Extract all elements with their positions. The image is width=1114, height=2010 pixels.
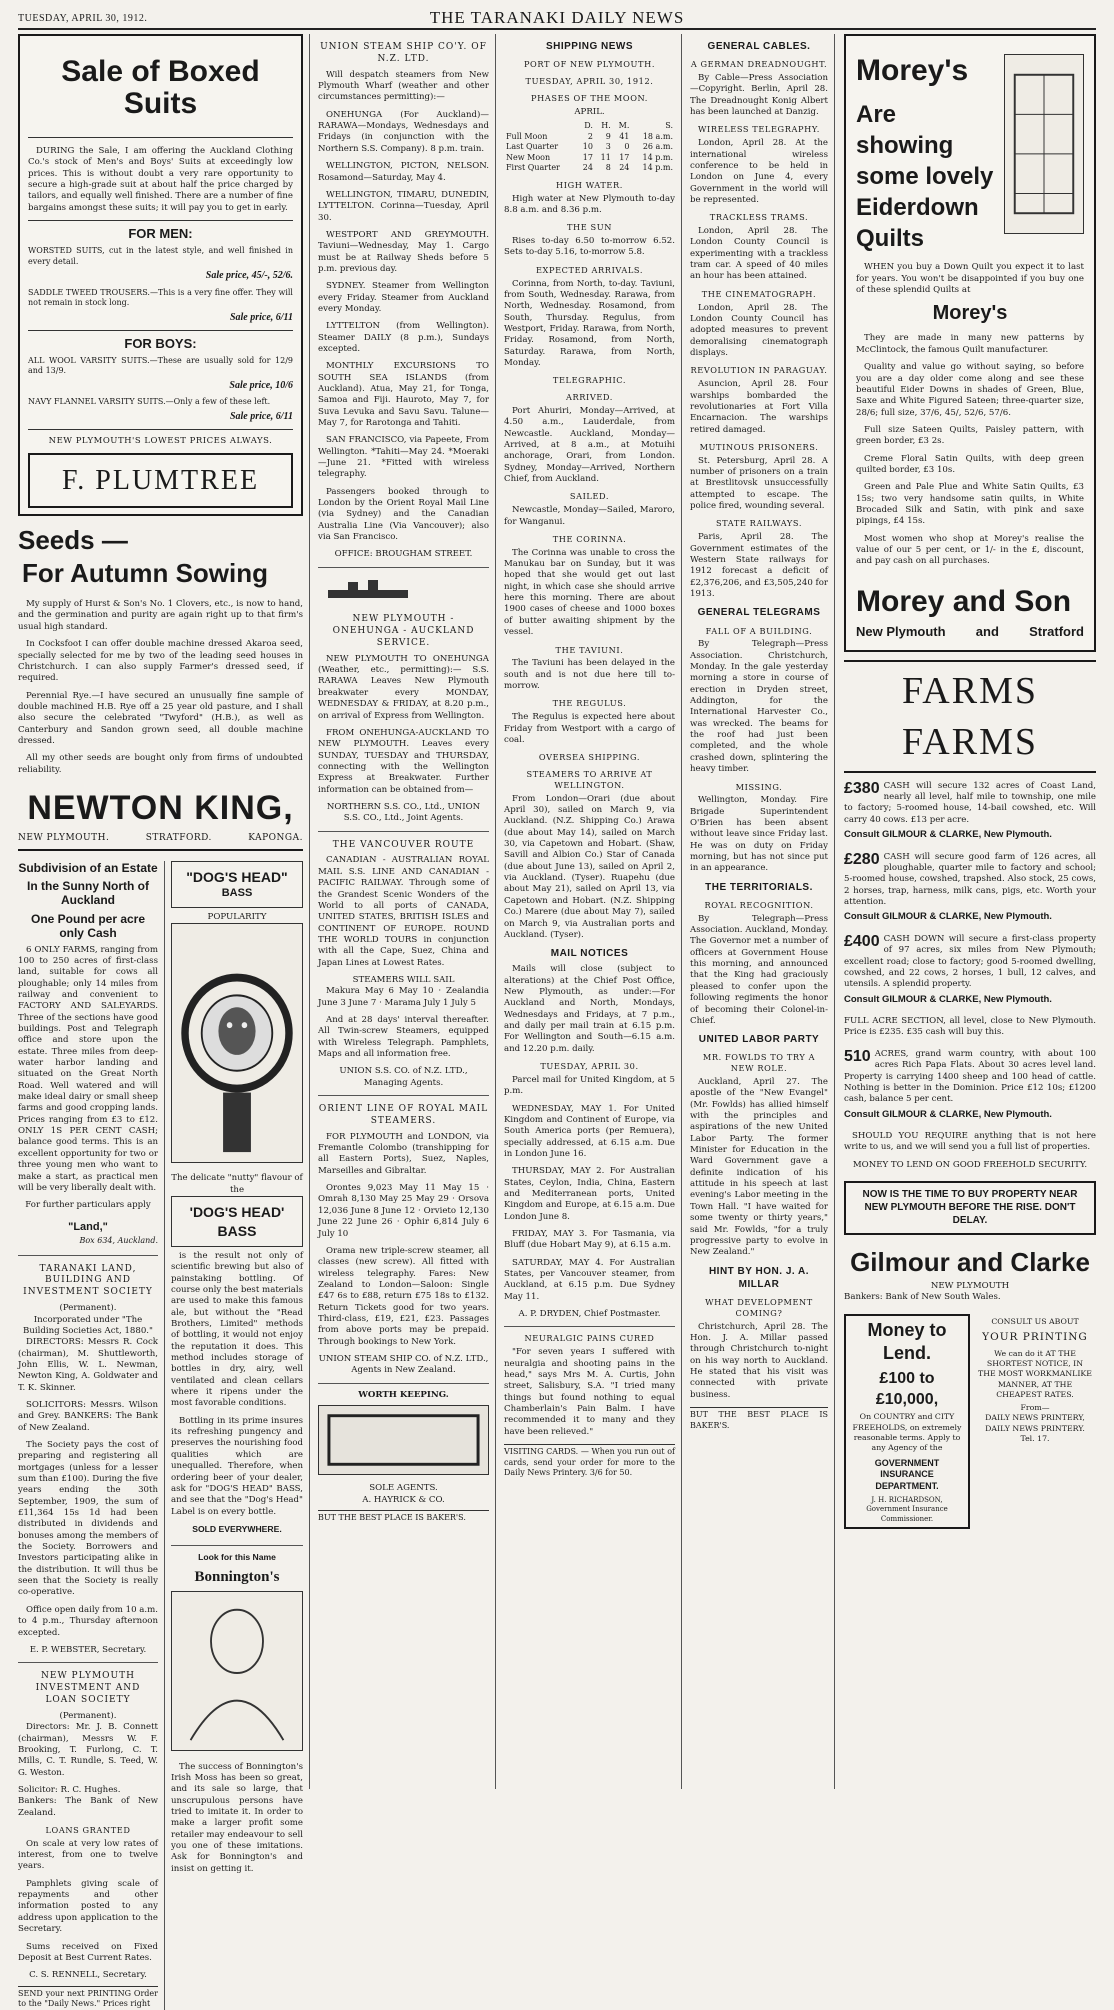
general-telegrams-heading: GENERAL TELEGRAMS xyxy=(697,607,821,619)
arrived-body: Port Ahuriri, Monday—Arrived, at 4.50 a.m., Lauderdale, from Newcastle. Auckland, Monday—Arrived, at 8 a.m., at Motuihi anchorage, Orari, from London. Sydney, Monday—Arrived, Northern Chief, from Auckland. xyxy=(504,406,675,485)
orient-heading: ORIENT LINE OF ROYAL MAIL STEAMERS. xyxy=(318,1104,489,1126)
moon-cell: 41 xyxy=(619,131,630,141)
trams-heading: TRACKLESS TRAMS. xyxy=(709,212,809,223)
oversea-body: From London—Orari (due about April 30), sailed on March 9, via Auckland. (N.Z. Shipping Co.) Arawa (due about May 14), sailed on March 30, via Capetown and Hobart. (Shaw, Savill and Albion Co.) Star of Canada (due about June 13), sailed on April 2, via Auckland. (Tyser). Ruapehu (due about May 21), sailed on April 13, via Capetown and Hobart. (N.Z. Shipping Co.) Marere (due about May 7), sailed on March 9, via Australian ports and Auckland. (Tyser). xyxy=(504,793,675,940)
plumtree-price-3: Sale price, 10/6 xyxy=(229,380,293,392)
morey-header xyxy=(856,54,1084,254)
np-service-body-2: FROM ONEHUNGA-AUCKLAND TO NEW PLYMOUTH. Leaves every SUNDAY, TUESDAY and THURSDAY, connecting with the Wellington Express at Breakwater. Further information can be obtained from— xyxy=(318,727,489,795)
morey-headline-4: Quilts xyxy=(856,225,925,253)
steamship-icon xyxy=(318,574,489,602)
taviuni-body: The Taviuni has been delayed in the south and is not due here till to-morrow. xyxy=(504,658,675,692)
moon-cell: M. xyxy=(618,121,630,131)
camro-firm: A. HAYRICK & CO. xyxy=(362,1494,445,1505)
high-water-heading: HIGH WATER. xyxy=(556,179,623,190)
bonnington-body: The success of Bonnington's Irish Moss has been so great, and its sale so large, that unscrupulous persons have tried to imitate it. In order to make a larger profit some retailer may endeavour to sell you one of these imitations. Ask for Bonnington's and insist on getting it. xyxy=(171,1761,303,1874)
dogshead-sold: SOLD EVERYWHERE. xyxy=(192,1523,282,1534)
moon-cell: 10 xyxy=(582,142,593,152)
farms-title: FARMS FARMS xyxy=(844,660,1096,772)
divider xyxy=(504,1326,675,1327)
dogshead-title xyxy=(171,861,303,908)
gilmour-clarke: Gilmour and Clarke xyxy=(850,1246,1090,1277)
loans-granted-heading: LOANS GRANTED xyxy=(45,1824,131,1835)
dogshead-ad xyxy=(164,861,303,2010)
subdivision-heading-2: In the Sunny North of Auckland xyxy=(27,879,149,908)
regulus-heading: THE REGULUS. xyxy=(552,698,627,709)
usscol-service-3: WELLINGTON, TIMARU, DUNEDIN, LYTTELTON. Corinna—Tuesday, April 30. xyxy=(318,189,489,223)
columns xyxy=(18,34,1096,2009)
printing-name-1: DAILY NEWS PRINTERY, xyxy=(985,1413,1085,1423)
sailed-body: Newcastle, Monday—Sailed, Maroro, for Wanganui. xyxy=(504,505,675,527)
corinna-body: The Corinna was unable to cross the Manukau bar on Sunday, but it was hoped that she would get out last night, in which case she should arrive here this morning. There are about 1900 cases of cheese and 1000 boxes of butter awaiting shipment by the vessel. xyxy=(504,547,675,638)
seeds-title: Seeds — For Autumn Sowing xyxy=(18,524,303,589)
subdivision-heading-3: One Pound per acre only Cash xyxy=(30,911,146,941)
mail-date: TUESDAY, APRIL 30. xyxy=(540,1061,639,1072)
vancouver-body: CANADIAN - AUSTRALIAN ROYAL MAIL S.S. LINE AND CANADIAN - PACIFIC RAILWAY. Through some of the Grandest Scenic Wonders of the World to all ports of CANADA, UNITED STATES, BRITISH ISLES and CONTINENT OF EUROPE. ROUND THE WORLD TOURS in conjunction with all the Cape, Suez, China and Japan Lines at Lowest Rates. xyxy=(318,855,489,968)
royal-heading: ROYAL RECOGNITION. xyxy=(704,899,814,910)
wireless-body: London, April 28. At the international wireless conference to be held in London on June 4, every Government in the world will be represented. xyxy=(690,138,828,205)
missing-heading: MISSING. xyxy=(735,781,783,792)
newton-towns xyxy=(18,833,303,851)
building-society-sub: (Permanent). xyxy=(59,1303,117,1314)
plumtree-item-2: SADDLE TWEED TROUSERS.—This is a very fine offer. They will not remain in stock long. xyxy=(28,287,293,308)
subdivision-box: Box 634, Auckland. xyxy=(79,1236,158,1246)
divider xyxy=(318,1095,489,1096)
morey-and: and xyxy=(975,624,999,640)
column-5 xyxy=(844,34,1096,1789)
plumtree-title: Sale of Boxed Suits xyxy=(28,42,293,138)
farm-1-price: £380 xyxy=(844,779,880,797)
mail-5: FRIDAY, MAY 3. For Tasmania, via Bluff (due Hobart May 9), at 6.15 a.m. xyxy=(504,1229,675,1251)
np-service-heading: NEW PLYMOUTH - ONEHUNGA - AUCKLAND SERVICE. xyxy=(332,614,475,648)
morey-p1: WHEN you buy a Down Quilt you expect it to last for years. You won't be disappointed if you buy one of these splendid Quilts at xyxy=(856,262,1084,296)
moon-cell: 26 a.m. xyxy=(642,142,673,152)
mail-4: THURSDAY, MAY 2. For Australian States, Ceylon, India, China, Eastern and Mediterranean ports, United Kingdom and Europe, at 6.15 a.m. Due London June 8. xyxy=(504,1166,675,1222)
high-water-body: High water at New Plymouth to-day 8.8 a.m. and 8.36 p.m. xyxy=(504,193,675,215)
moon-cell: 24 xyxy=(619,163,630,173)
port-heading: PORT OF NEW PLYMOUTH. xyxy=(523,59,656,70)
money-sig: J. H. RICHARDSON, Government Insurance Commissioner. xyxy=(866,1496,948,1523)
seeds-p1: My supply of Hurst & Son's No. 1 Clovers, etc., is now to hand, and the germination and purity are again right up to that firm's usual high standard. xyxy=(18,599,303,632)
morey-town-2: Stratford xyxy=(1029,624,1084,640)
prisoners-body: St. Petersburg, April 28. A number of prisoners on a train at Brestlitovsk unsuccessfully attempted to escape. The police fired, wounding several. xyxy=(690,455,828,512)
morey-heading-block xyxy=(856,54,998,254)
dogshead-body: is the result not only of scientific brewing but also of painstaking bottling. Of course only the best materials are used to make this famous ale, but without the "Read Brothers, Limited" methods of bottling, it would not enjoy the reputation it does. This method includes storage of bottles in dry, airy, well ventilated and clean cellars where it ripens under the most favorable conditions. xyxy=(171,1250,303,1409)
orient-agents: UNION STEAM SHIP CO. of N.Z. LTD., Agents in New Zealand. xyxy=(318,1353,489,1376)
farms-should: SHOULD YOU REQUIRE anything that is not here write to us, and we will send you a full list of properties. xyxy=(844,1131,1096,1153)
bonnington-look: Look for this Name xyxy=(198,1552,276,1563)
printing-title: YOUR PRINTING xyxy=(982,1330,1088,1343)
plumtree-name: F. PLUMTREE xyxy=(28,453,293,508)
shipping-news-heading: SHIPPING NEWS xyxy=(545,41,634,52)
bakers-strip-2: BUT THE BEST PLACE IS BAKER'S. xyxy=(690,1407,828,1431)
usscol-service-5: SYDNEY. Steamer from Wellington every Friday. Steamer from Auckland every Monday. xyxy=(318,281,489,314)
column-4 xyxy=(690,34,835,1789)
building-society-office: Office open daily from 10 a.m. to 4 p.m., Thursday afternoon excepted. xyxy=(18,1604,159,1638)
farm-1-body: CASH will secure 132 acres of Coast Land, nearly all level, half mile to township, one mile to factory; 5-roomed house, 14-bail cowshed, etc. Will carry 40 cows. £13 per acre. xyxy=(844,780,1096,825)
building-society-secretary: E. P. WEBSTER, Secretary. xyxy=(29,1644,147,1655)
morey-headline-1: Are showing xyxy=(856,100,954,159)
neuralgic-body: "For seven years I suffered with neuralgia and shooting pains in the head," says Mrs M. A. Curtis, John street, Salisbury, S.A. "I tried many things but found nothing to equal Chamberlain's Pain Balm. I have recommended it to many and they have been relieved." xyxy=(504,1347,675,1437)
oversea-sub: STEAMERS TO ARRIVE AT WELLINGTON. xyxy=(526,769,653,790)
seeds-p3: Perennial Rye.—I have secured an unusually fine sample of double machined H.B. Rye off a 25 year old pasture, and I shall also secure the celebrated "Twyford" (H.B.), as well as Canterbury and Sandon grown seed, all double machine dressed. xyxy=(18,690,303,746)
moon-cell: 24 xyxy=(582,163,593,173)
printing-body: We can do it AT THE SHORTEST NOTICE, IN THE MOST WORKMANLIKE MANNER, AT THE CHEAPEST RATES. xyxy=(978,1348,1092,1399)
seeds-title-line-1: Seeds xyxy=(18,525,95,556)
farm-5-consult: Consult GILMOUR & CLARKE, New Plymouth. xyxy=(844,1108,1052,1120)
moon-cell: 2 xyxy=(587,131,593,141)
moon-table xyxy=(504,121,675,174)
building-society-heading: TARANAKI LAND, BUILDING AND INVESTMENT SOCIETY xyxy=(23,1263,153,1298)
bottom-ads xyxy=(844,1314,1096,1529)
divider xyxy=(318,831,489,832)
farm-2-price: £280 xyxy=(844,850,880,868)
moon-cell: 9 xyxy=(605,131,611,141)
moon-cell: 3 xyxy=(605,142,611,152)
dogshead-popularity: POPULARITY xyxy=(207,911,267,922)
printing-tel: Tel. 17. xyxy=(1020,1434,1050,1444)
printing-order-strip: SEND your next PRINTING Order to the "Daily News." Prices right xyxy=(18,1986,158,2010)
plumtree-price-4: Sale price, 6/11 xyxy=(229,410,293,422)
moon-row xyxy=(504,153,675,164)
farm-item-2 xyxy=(844,852,1096,924)
expected-heading: EXPECTED ARRIVALS. xyxy=(535,264,644,275)
divider xyxy=(171,1545,303,1546)
morey-p7: Most women who shop at Morey's realise the value of our 5 per cent, or 1/- in the £, discount, and pay cash on all purchases. xyxy=(856,533,1084,567)
cinematograph-body: London, April 28. The London County Council has adopted measures to prevent demoralising cinematograph displays. xyxy=(690,302,828,359)
moon-cell: New Moon xyxy=(506,152,551,162)
orient-more: Orama new triple-screw steamer, all classes (new screw). All fitted with wireless telegraphy. Fares: New Zealand to London—Saloon: Single £47 6s to £88, return £75 18s to £132. Return Tickets good for two years. Third-class, £19, £21, £23. Passages from above ports may be prepaid. Through bookings to New York. xyxy=(318,1245,489,1347)
royal-body: By Telegraph—Press Association. Auckland, Monday. The Governor met a number of officers at Government House this morning, and announced that the King had graciously pleased to confer upon the following regiments the honor of becoming their Colonel-in-Chief. xyxy=(690,913,828,1026)
moon-row xyxy=(504,121,675,132)
morey-p2: They are made in many new patterns by McClintock, the famous Quilt manufacturer. xyxy=(856,333,1084,355)
column-1-lower xyxy=(18,861,303,2010)
moon-row xyxy=(504,163,675,174)
building-society-inc: Incorporated under "The Building Societies Act, 1880." xyxy=(23,1314,153,1336)
millar-sub: WHAT DEVELOPMENT COMING? xyxy=(705,1296,813,1318)
mail-3: WEDNESDAY, MAY 1. For United Kingdom and Continent of Europe, via South America ports (per Remuera), specially addressed, at 6.15 a.m. Due in London June 16. xyxy=(504,1103,675,1160)
morey-ad xyxy=(844,34,1096,652)
vancouver-more: And at 28 days' interval thereafter. All Twin-screw Steamers, equipped with Wireless Telegraph. Pamphlets, Maps and all information free. xyxy=(318,1014,489,1059)
moon-cell: S. xyxy=(665,121,673,131)
vancouver-ships: Makura May 6 May 10 · Zealandia June 3 June 7 · Marama July 1 July 5 xyxy=(318,986,489,1008)
column-2 xyxy=(318,34,496,1789)
territorials-heading: THE TERRITORIALS. xyxy=(705,881,813,893)
trams-body: London, April 28. The London County Council is experimenting with a trackless tram car. A speed of 40 miles an hour has been attained. xyxy=(690,226,828,282)
building-society-directors: DIRECTORS: Messrs R. Cock (chairman), M. Shuttleworth, John Ellis, W. L. Newman, Newton King, A. Goldwater and T. K. Skinner. xyxy=(18,1337,158,1393)
morey-and-son: Morey and Son xyxy=(856,584,1072,618)
subdivision-further: For further particulars apply xyxy=(25,1200,151,1211)
farm-4-body: FULL ACRE SECTION, all level, close to New Plymouth. Price is £235. £35 cash will buy this. xyxy=(844,1016,1096,1038)
morey-headline xyxy=(856,99,998,255)
farm-item-3 xyxy=(844,934,1096,1006)
building-society-solicitors: SOLICITORS: Messrs. Wilson and Grey. BANKERS: The Bank of New Zealand. xyxy=(18,1399,158,1433)
sun-body: Rises to-day 6.50 to-morrow 6.52. Sets to-day 5.16, to-morrow 5.8. xyxy=(504,236,675,258)
dogshead-bass: BASS xyxy=(221,887,253,900)
building-fall-heading: FALL OF A BUILDING. xyxy=(705,625,813,636)
mail-signature: A. P. DRYDEN, Chief Postmaster. xyxy=(518,1309,661,1320)
morey-headline-2: some lovely xyxy=(856,162,994,190)
vancouver-sail-heading: STEAMERS WILL SAIL xyxy=(352,974,455,985)
dogshead-bottle-emblem-icon xyxy=(171,923,303,1163)
farm-2-consult: Consult GILMOUR & CLARKE, New Plymouth. xyxy=(844,911,1052,923)
for-boys-heading: FOR BOYS: xyxy=(28,330,293,352)
labor-party-sub: MR. FOWLDS TO TRY A NEW ROLE. xyxy=(702,1052,816,1074)
usscol-body: Will despatch steamers from New Plymouth Wharf (weather and other circumstances permitting):— xyxy=(318,69,489,103)
morey-headline-3: Eiderdown xyxy=(856,194,979,222)
general-cables-heading: GENERAL CABLES. xyxy=(707,41,811,52)
subdivision-heading-1: Subdivision of an Estate xyxy=(18,860,158,875)
money-to-lend-ad xyxy=(844,1314,970,1529)
paraguay-heading: REVOLUTION IN PARAGUAY. xyxy=(690,365,828,376)
farm-item-5 xyxy=(844,1049,1096,1121)
farm-3-price: £400 xyxy=(844,932,880,950)
usscol-service-6: LYTTELTON (from Wellington). Steamer DAILY (8 p.m.), Sundays excepted. xyxy=(318,321,489,354)
dogshead-title-text: "DOG'S HEAD" xyxy=(186,868,288,885)
subdivision-column xyxy=(18,861,158,2010)
np-service-body: NEW PLYMOUTH TO ONEHUNGA (Weather, etc., permitting):— S.S. RARAWA Leaves New Plymouth breakwater every MONDAY, WEDNESDAY & FRIDAY, at 8.20 p.m., on arrival of Express from Wellington. xyxy=(318,653,489,721)
phases-heading: PHASES OF THE MOON. xyxy=(531,92,648,103)
millar-body: Christchurch, April 28. The Hon. J. A. Millar passed through Christchurch to-night on his way north to Auckland. He stated that his visit was connected with private business. xyxy=(690,1321,828,1400)
dogshead-body-2: Bottling in its prime insures its refreshing pungency and preserves the nourishing food qualities which are unequalled. Therefore, when ordering beer of your dealer, ask for "DOG'S HEAD" BASS, and see that the "Dog's Head" Label is on every bottle. xyxy=(171,1415,303,1517)
printing-heading: CONSULT US ABOUT xyxy=(991,1316,1079,1326)
orient-ships: Orontes 9,023 May 11 May 15 · Omrah 8,130 May 25 May 29 · Orsova 12,036 June 8 June 12 · Orvieto 12,130 June 22 June 26 · Ophir 6,814 July 6 July 10 xyxy=(318,1183,489,1239)
money-dept: GOVERNMENT INSURANCE DEPARTMENT. xyxy=(874,1457,940,1492)
newton-town-3: KAPONGA. xyxy=(248,832,303,843)
issue-date: TUESDAY, APRIL 30, 1912. xyxy=(18,12,148,24)
moon-cell: 0 xyxy=(624,142,630,152)
usscol-service-2: WELLINGTON, PICTON, NELSON. Rosamond—Saturday, May 4. xyxy=(318,161,489,183)
loan-society-secretary: C. S. RENNELL, Secretary. xyxy=(29,1970,147,1981)
divider xyxy=(318,1383,489,1384)
usscol-service-7: MONTHLY EXCURSIONS TO SOUTH SEA ISLANDS (from Auckland). Atua, May 21, for Tonga, Samoa and Fiji. Hauroto, May 7, for Suva Levuka and Savu Savu. Talune—May 7, for Rarotonga and Tahiti. xyxy=(318,361,489,429)
dogshead-title-2: 'DOG'S HEAD' BASS xyxy=(171,1196,303,1247)
masthead xyxy=(18,8,1096,30)
railways-body: Paris, April 28. The Government estimates of the Western State railways for 1912 forecast a deficit of £2,376,206, and £3,505,240 for 1913. xyxy=(690,532,828,600)
for-men-heading: FOR MEN: xyxy=(28,220,293,242)
newton-town-2: STRATFORD. xyxy=(145,832,212,843)
morey-p6: Green and Pale Plue and White Satin Quilts, £3 15s; two very handsome satin quilts, in White Brocaded Silk and Satin, with pink and saxe pipings, £4 15s. xyxy=(856,482,1084,527)
seeds-title-line-2: For Autumn Sowing xyxy=(22,557,268,588)
paraguay-body: Asuncion, April 28. Four warships bombarded the revolutionaries at Fort Villa Encarnacion. The warships retired damaged. xyxy=(690,379,828,435)
morey-name-2: Morey's xyxy=(932,302,1008,325)
labor-party-body: Auckland, April 27. The apostle of the "New Evangel" (Mr. Fowlds) has allied himself with the principles and aspirations of the new United Labor Party. The former Minister for Education in the Ward Government gave a definite indication of his attitude in his speech at last evening's Labor meeting in the Town Hall. "I have waited for some twenty or thirty years," said Mr. Fowlds, "for a truly progressive party to evolve in New Zealand." xyxy=(690,1077,828,1258)
mail-2: Parcel mail for United Kingdom, at 5 p.m. xyxy=(504,1074,675,1097)
mail-6: SATURDAY, MAY 4. For Australian States, per Vancouver steamer, from Auckland, at 6.15 p.m. Due Sydney May 11. xyxy=(504,1257,675,1302)
bonnington-name: Bonnington's xyxy=(194,1568,280,1585)
printing-name-2: DAILY NEWS PRINTERY. xyxy=(985,1423,1085,1433)
usscol-service-1: ONEHUNGA (For Auckland)—RARAWA—Mondays, Wednesdays and Fridays (in conjunction with the Northern S.S. Company). 8 p.m. train. xyxy=(318,109,489,154)
money-title: Money to Lend. xyxy=(867,1319,947,1364)
railways-heading: STATE RAILWAYS. xyxy=(715,518,803,529)
building-fall-body: By Telegraph—Press Association. Christchurch, Monday. In the gale yesterday morning a store in course of erection in Dryden street, Addington, for the International Harvester Co., was wrecked. The beams for the roof had just been completed, and the whole crashed down, splintering the heavy timber. xyxy=(690,639,828,775)
moon-cell: First Quarter xyxy=(506,163,560,173)
moon-cell: 14 p.m. xyxy=(642,152,673,162)
morey-p3: Quality and value go without saying, so before you are a day older come along and see these beautiful Eider Downs in shades of Green, Blue, Saxe and White Figured Sateen; three-quarter size, 28/6; full size, 37/6, 45/, 52/6, 57/6. xyxy=(856,362,1084,418)
plumtree-item-1: WORSTED SUITS, cut in the latest style, and well finished in every detail. xyxy=(28,246,293,266)
loan-society-solicitor: Solicitor: R. C. Hughes. xyxy=(18,1784,121,1795)
farm-item-1 xyxy=(844,781,1096,842)
plumtree-item-3: ALL WOOL VARSITY SUITS.—These are usually sold for 12/9 and 13/9. xyxy=(28,355,293,376)
printing-ad xyxy=(974,1314,1096,1529)
telegraphic-heading: TELEGRAPHIC. xyxy=(552,375,627,386)
arrived-heading: ARRIVED. xyxy=(565,392,614,403)
taviuni-heading: THE TAVIUNI. xyxy=(555,644,624,655)
mail-notices-heading: MAIL NOTICES xyxy=(550,948,629,960)
newton-town-1: NEW PLYMOUTH. xyxy=(18,832,110,843)
farms-money: MONEY TO LEND ON GOOD FREEHOLD SECURITY. xyxy=(852,1159,1088,1170)
loans-granted-body: On scale at very low rates of interest, from one to twelve years. xyxy=(18,1838,158,1872)
farm-3-consult: Consult GILMOUR & CLARKE, New Plymouth. xyxy=(844,993,1052,1005)
divider xyxy=(18,1662,158,1663)
worth-keeping: WORTH KEEPING. xyxy=(358,1389,449,1400)
gilmour-bankers: Bankers: Bank of New South Wales. xyxy=(844,1292,1001,1303)
column-1 xyxy=(18,34,310,2009)
vancouver-heading: THE VANCOUVER ROUTE xyxy=(332,839,475,850)
camro-agents: SOLE AGENTS. xyxy=(369,1483,438,1494)
loan-society-sums: Sums received on Fixed Deposit at Best Current Rates. xyxy=(18,1941,158,1963)
money-body: On COUNTRY and CITY FREEHOLDS, on extremely reasonable terms. Apply to any Agency of the xyxy=(852,1412,962,1453)
labor-party-heading: UNITED LABOR PARTY xyxy=(698,1034,820,1046)
loan-society-pamphlets: Pamphlets giving scale of repayments and other information posted to any address upon application to the Secretary. xyxy=(18,1878,158,1935)
moon-cell: H. xyxy=(601,121,611,131)
seeds-p2: In Cocksfoot I can offer double machine dressed Akaroa seed, specially selected for me by two of the leading seed houses in Christchurch. I can also supply Farmer's dressed seed, if required. xyxy=(18,639,303,684)
moon-cell: D. xyxy=(584,121,593,131)
np-service-agents: NORTHERN S.S. CO., Ltd., UNION S.S. CO., Ltd., Joint Agents. xyxy=(326,801,481,824)
loan-society-sub: (Permanent). xyxy=(59,1710,117,1721)
quilt-illustration-icon xyxy=(1004,54,1084,234)
moon-row xyxy=(504,142,675,153)
subdivision-body: 6 ONLY FARMS, ranging from 100 to 250 acres of first-class land, suitable for cows all ploughable; only 14 miles from railway and convenient to FACTORY AND SALEYARDS. Three of the sections have good buildings. Post and Telegraph office and store upon the estate. Three miles from deep-water harbor landing and situated on the Great North Road. Well watered and will make ideal dairy or small sheep farms and good cropping lands. Prices ranging from £3 to £12. ONLY 1S PER CENT CASH; balance good terms. This is an excellent opportunity for two or three young men who want to make a start, as practical men will be very liberally dealt with. xyxy=(18,944,158,1193)
wireless-heading: WIRELESS TELEGRAPHY. xyxy=(698,124,820,135)
plumtree-price-1: Sale price, 45/-, 52/6. xyxy=(205,270,293,282)
cinematograph-heading: THE CINEMATOGRAPH. xyxy=(701,288,817,299)
bonnington-illustration-icon xyxy=(171,1591,303,1751)
mail-body: Mails will close (subject to alterations) at the Chief Post Office, New Plymouth, as under:—For Auckland and North, Mondays, Wednesdays and Fridays, at 7 p.m., and daily per mail train at 6.15 p.m. For Wellington and South—6.15 a.m. and 12.20 p.m. daily. xyxy=(504,964,675,1054)
moon-cell: 18 a.m. xyxy=(642,131,673,141)
moon-cell: 11 xyxy=(600,152,611,162)
shipping-date: TUESDAY, APRIL 30, 1912. xyxy=(525,76,654,87)
farms-now: NOW IS THE TIME TO BUY PROPERTY NEAR NEW PLYMOUTH BEFORE THE RISE. DON'T DELAY. xyxy=(844,1181,1096,1235)
camro-ginger-ale-logo-icon xyxy=(318,1405,489,1475)
money-sum: £100 to £10,000, xyxy=(875,1370,939,1409)
farm-5-body: ACRES, grand warm country, with about 100 acres Rich Papa Flats. About 30 acres level land. Property is carrying 1400 sheep and 100 head of cattle. Nothing is better in the Dominion. Price £12 10s; £1200 cash, balance 5 per cent. xyxy=(844,1048,1096,1105)
seeds-ad xyxy=(18,524,303,851)
morey-p4: Full size Sateen Quilts, Paisley pattern, with green border, £3 2s. xyxy=(856,424,1084,447)
loan-society-directors: Directors: Mr. J. B. Connett (chairman), Messrs W. F. Brooking, T. Furlong, C. T. Mills, C. T. Rundle, S. Teed, W. G. Weston. xyxy=(18,1722,158,1778)
morey-town-1: New Plymouth xyxy=(856,624,946,640)
moon-row xyxy=(504,132,675,143)
usscol-service-9: Passengers booked through to London by the Orient Royal Mail Line (via Sydney) and the Canadian Australia Line (Via Vancouver); also via San Francisco. xyxy=(318,486,489,543)
moon-cell: 17 xyxy=(619,152,630,162)
subdivision-land: "Land," xyxy=(68,1220,108,1233)
divider xyxy=(18,1255,158,1256)
farm-item-4 xyxy=(844,1016,1096,1039)
usscol-service-8: SAN FRANCISCO, via Papeete, From Wellington. *Tahiti—May 24. *Moeraki—June 21. *Fitted with wireless telegraphy. xyxy=(318,435,489,480)
sailed-heading: SAILED. xyxy=(569,491,610,502)
prisoners-heading: MUTINOUS PRISONERS. xyxy=(699,441,819,452)
moon-cell: Full Moon xyxy=(506,131,548,141)
morey-p5: Creme Floral Satin Quilts, with deep green quilted border, £3 10s. xyxy=(856,453,1084,475)
millar-heading: HINT BY HON. J. A. MILLAR xyxy=(708,1265,810,1290)
regulus-body: The Regulus is expected here about Friday from Westport with a cargo of coal. xyxy=(504,712,675,745)
plumtree-ad xyxy=(18,34,303,516)
loan-society-heading: NEW PLYMOUTH INVESTMENT AND LOAN SOCIETY xyxy=(35,1671,141,1705)
dogshead-tagline: The delicate "nutty" flavour of the xyxy=(171,1173,303,1195)
gilmour-town: NEW PLYMOUTH xyxy=(930,1280,1010,1291)
moon-cell: 14 p.m. xyxy=(642,163,673,173)
printing-from: From— xyxy=(1020,1403,1050,1413)
morey-title: Morey's xyxy=(856,54,969,87)
bakers-strip: BUT THE BEST PLACE IS BAKER'S. xyxy=(318,1510,489,1524)
moon-cell: 17 xyxy=(582,152,593,162)
seeds-p4: All my other seeds are bought only from firms of undoubted reliability. xyxy=(18,753,303,775)
visiting-cards: VISITING CARDS. — When you run out of cards, send your order for more to the Daily News Printery. 3/6 for 50. xyxy=(504,1444,675,1479)
missing-body: Wellington, Monday. Fire Brigade Superintendent O'Brien has been absent without leave since Friday last. He was on duty on Friday morning, but has not since put in an appearance. xyxy=(690,795,828,874)
corinna-heading: THE CORINNA. xyxy=(552,533,627,544)
dreadnought-body: By Cable—Press Association—Copyright. Berlin, April 28. The Dreadnought Konig Albert has been launched at Danzig. xyxy=(690,73,828,118)
morey-places xyxy=(856,623,1084,640)
usscol-service-4: WESTPORT AND GREYMOUTH. Taviuni—Wednesday, May 1. Cargo must be at Railway Sheds before 5 p.m. previous day. xyxy=(318,229,489,274)
neuralgic-heading: NEURALGIC PAINS CURED xyxy=(524,1333,655,1344)
farm-3-body: CASH DOWN will secure a first-class property of 97 acres, six miles from New Plymouth; excellent road; close to factory; good 5-roomed dwelling, cowshed, and 22 cows, 2 horses, 1 bull, 12 calves, and utensils. A splendid property. xyxy=(844,933,1096,990)
orient-body: FOR PLYMOUTH and LONDON, via Fremantle Colombo (transhipping for all Eastern Ports), Suez, Naples, Marseilles and Gibraltar. xyxy=(318,1131,489,1176)
plumtree-price-2: Sale price, 6/11 xyxy=(229,311,293,323)
loan-society-bankers: Bankers: The Bank of New Zealand. xyxy=(18,1796,158,1818)
plumtree-intro: DURING the Sale, I am offering the Auckland Clothing Co.'s stock of Men's and Boys' Suits at exceedingly low prices. This is without doubt a very rare opportunity to secure a high-grade suit at about half the price charged by tailors, and equally well finished. There are a number of fine bargains amongst these suits; it will pay you to get in early. xyxy=(28,146,293,213)
moon-cell xyxy=(504,121,577,132)
usscol-heading: UNION STEAM SHIP CO'Y. OF N.Z. LTD. xyxy=(320,42,487,64)
oversea-heading: OVERSEA SHIPPING. xyxy=(538,752,641,763)
expected-body: Corinna, from North, to-day. Taviuni, from South, Wednesday. Rarawa, from North, Wednesday. Rosamond, from South, Thursday. Regulus, from Westport, Friday. Rarawa, from North, Friday. Rosamond, from North, Saturday. Rarawa, from North, Monday. xyxy=(504,278,675,369)
plumtree-slogan: NEW PLYMOUTH'S LOWEST PRICES ALWAYS. xyxy=(28,429,293,447)
sun-heading: THE SUN xyxy=(566,222,613,233)
dreadnought-heading: A GERMAN DREADNOUGHT. xyxy=(690,59,828,70)
moon-cell: Last Quarter xyxy=(506,142,559,152)
building-society-body: The Society pays the cost of preparing and registering all mortgages (unless for a lesser sum than £100). During the five years ending the 30th September, 1909, the sum of £11,364 15s 1d had been distributed in dividends and bonuses among the members of the Society. Borrowers and Investors participating alike in the distribution. It will thus be seen that the Society is really co-operative. xyxy=(18,1440,158,1598)
divider xyxy=(318,567,489,568)
vancouver-agents: UNION S.S. CO. of N.Z. LTD., Managing Agents. xyxy=(339,1066,468,1088)
farm-1-consult: Consult GILMOUR & CLARKE, New Plymouth. xyxy=(844,829,1052,841)
newspaper-title: THE TARANAKI DAILY NEWS xyxy=(429,8,685,27)
usscol-office: OFFICE: BROUGHAM STREET. xyxy=(334,549,473,560)
moon-cell: 8 xyxy=(605,163,611,173)
plumtree-item-4: NAVY FLANNEL VARSITY SUITS.—Only a few of these left. xyxy=(28,397,271,407)
farm-2-body: CASH will secure good farm of 126 acres, all ploughable, quarter mile to factory and school; 5-roomed house, cowshed, trapshed. Also stock, 25 cows, 2 horses, trap, harness, milk cans, pigs, etc. Worth your attention. xyxy=(844,851,1096,907)
column-3 xyxy=(504,34,682,1789)
farm-5-price: 510 xyxy=(844,1047,871,1065)
moon-month: APRIL. xyxy=(574,106,605,117)
newton-king-name: NEWTON KING, xyxy=(27,788,294,827)
